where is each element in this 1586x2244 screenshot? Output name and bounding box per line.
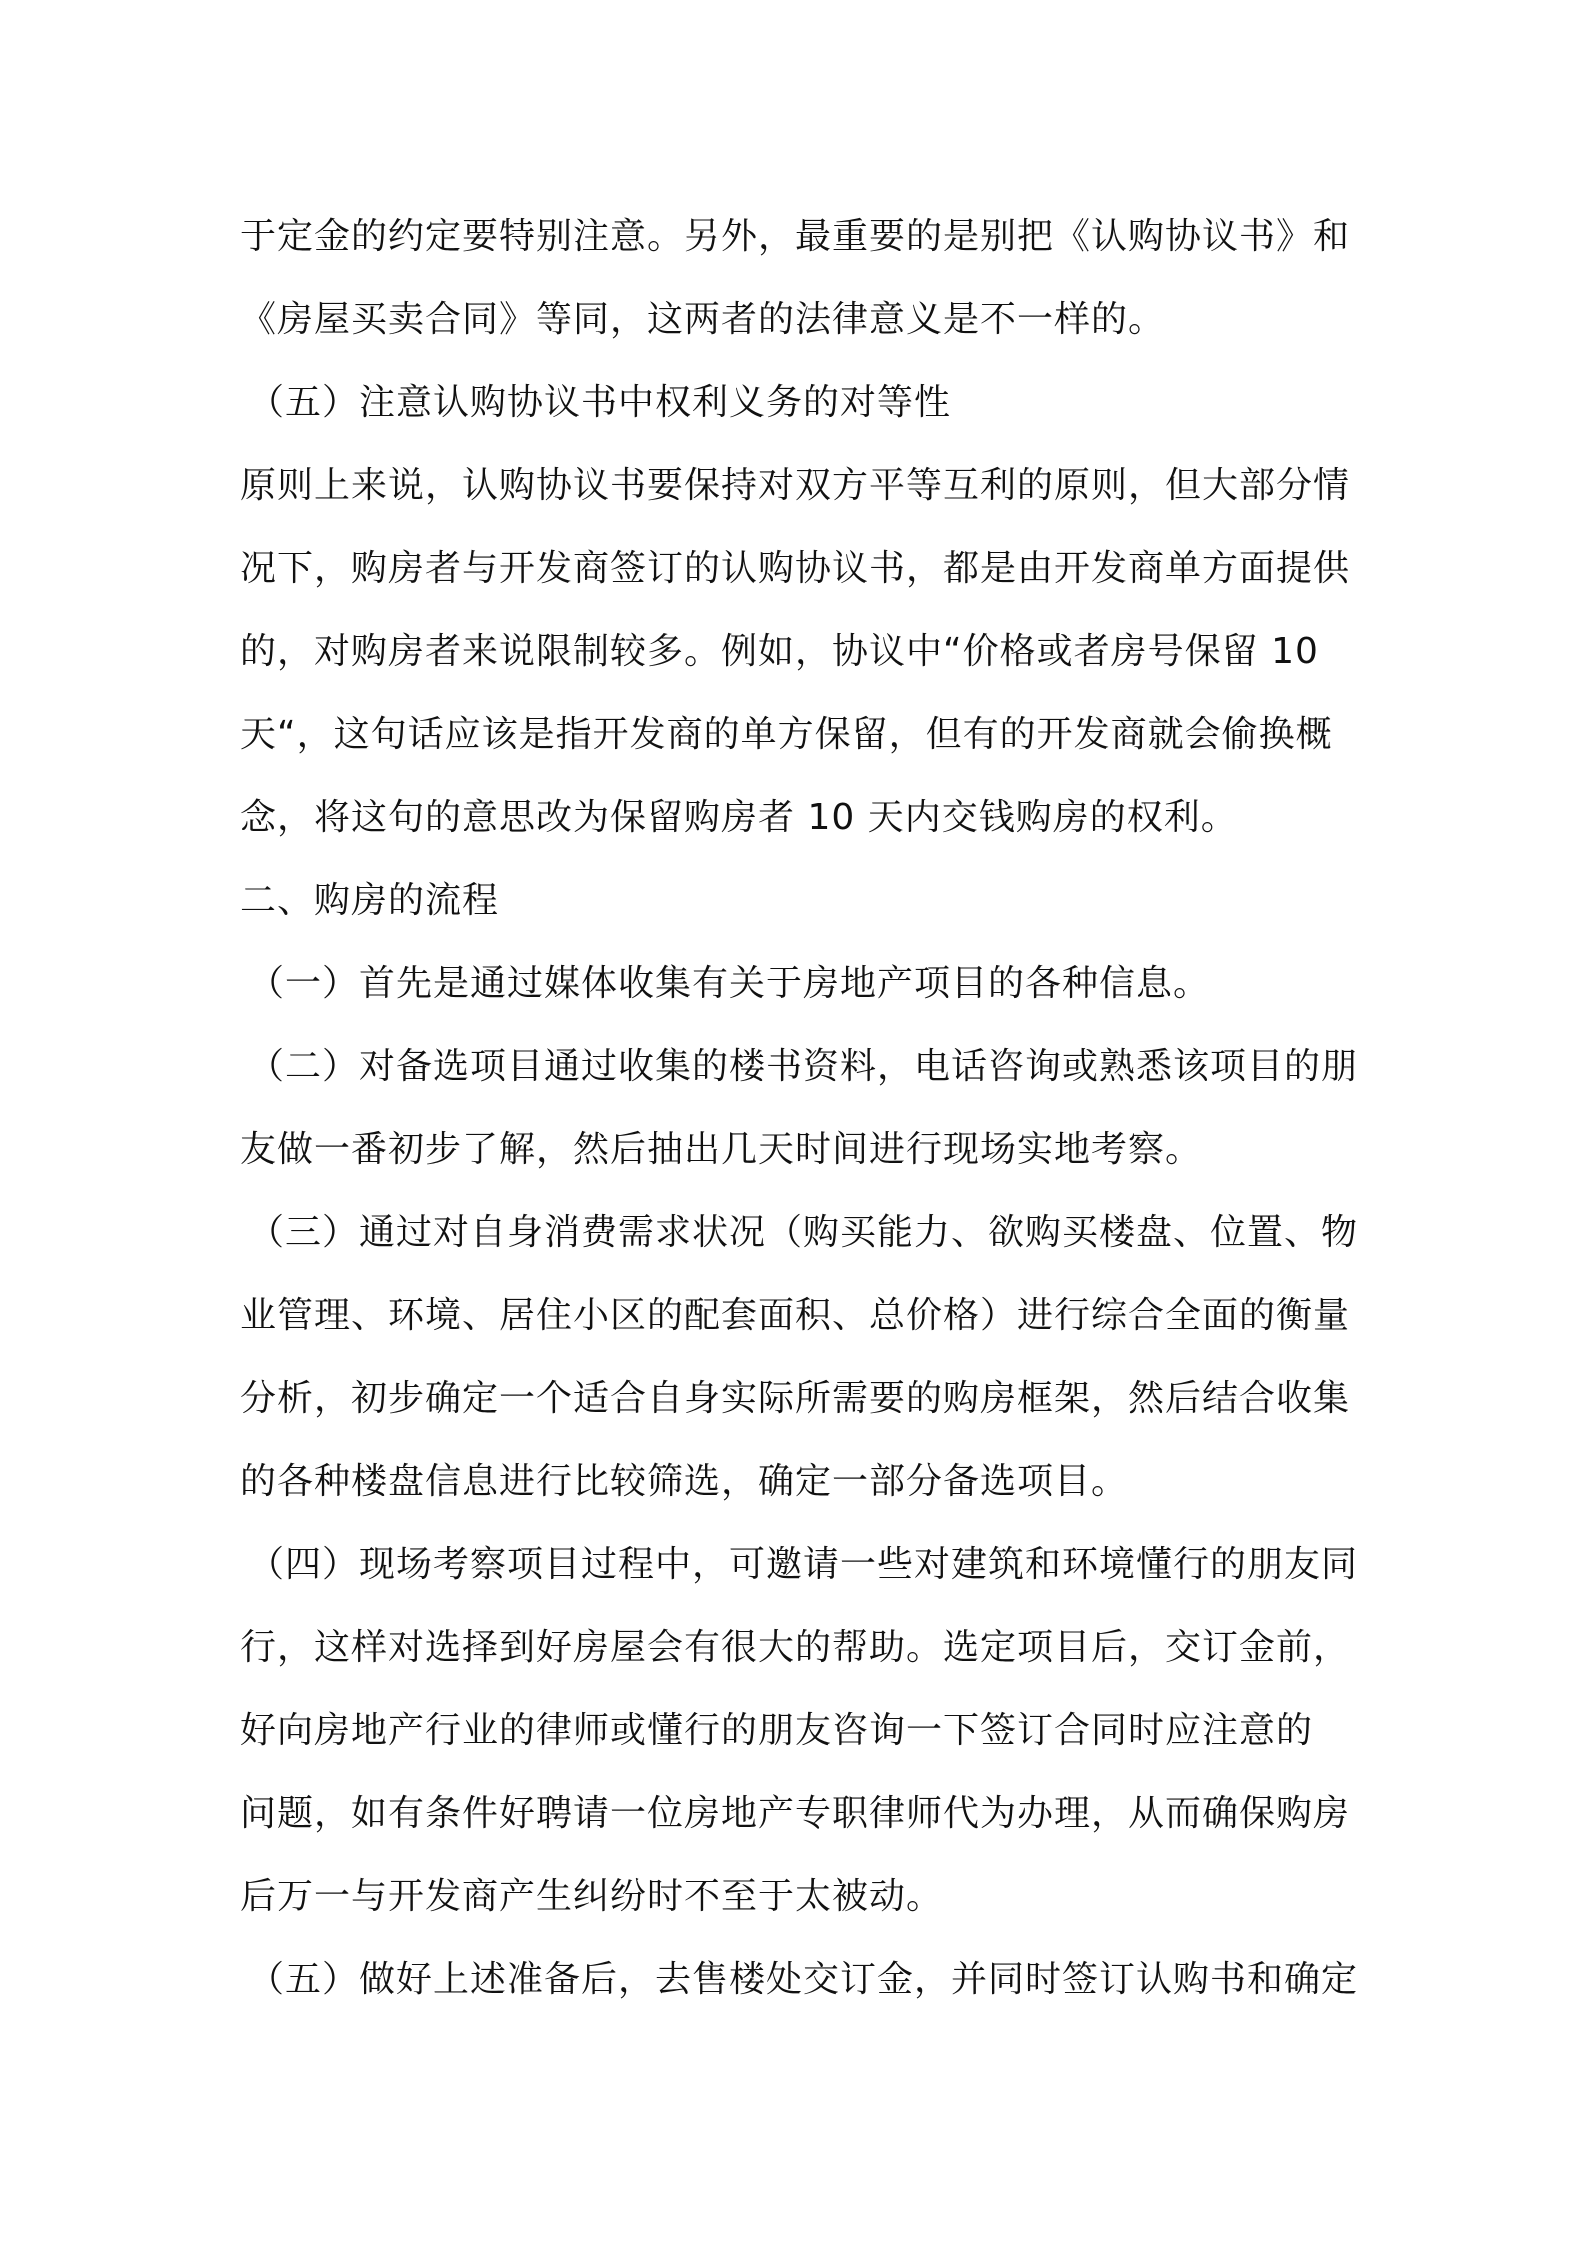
section-heading: 二、购房的流程 bbox=[240, 880, 500, 921]
list-item: （五）做好上述准备后，去售楼处交订金，并同时签订认购书和确定 bbox=[248, 1959, 1359, 2000]
text-line: 好向房地产行业的律师或懂行的朋友咨询一下签订合同时应注意的 bbox=[240, 1710, 1314, 1751]
text-line: 天“，这句话应该是指开发商的单方保留，但有的开发商就会偷换概 bbox=[240, 714, 1333, 755]
text-line: 况下，购房者与开发商签订的认购协议书，都是由开发商单方面提供 bbox=[240, 548, 1351, 589]
section-heading: （五）注意认购协议书中权利义务的对等性 bbox=[248, 382, 952, 423]
text-line: 于定金的约定要特别注意。另外，最重要的是别把《认购协议书》和 bbox=[240, 216, 1351, 257]
document-body bbox=[240, 195, 1360, 2021]
text-line: 问题，如有条件好聘请一位房地产专职律师代为办理，从而确保购房 bbox=[240, 1793, 1351, 1834]
text-line: 后万一与开发商产生纠纷时不至于太被动。 bbox=[240, 1876, 944, 1917]
text-line: 原则上来说，认购协议书要保持对双方平等互利的原则，但大部分情 bbox=[240, 465, 1351, 506]
list-item: （四）现场考察项目过程中，可邀请一些对建筑和环境懂行的朋友同 bbox=[248, 1544, 1359, 1585]
list-item: （三）通过对自身消费需求状况（购买能力、欲购买楼盘、位置、物 bbox=[248, 1212, 1359, 1253]
text-line: 的，对购房者来说限制较多。例如，协议中“价格或者房号保留 10 bbox=[240, 631, 1319, 672]
text-line: 的各种楼盘信息进行比较筛选，确定一部分备选项目。 bbox=[240, 1461, 1129, 1502]
text-line: 《房屋买卖合同》等同，这两者的法律意义是不一样的。 bbox=[240, 299, 1166, 340]
text-line: 念，将这句的意思改为保留购房者 10 天内交钱购房的权利。 bbox=[240, 797, 1238, 838]
text-line: 行，这样对选择到好房屋会有很大的帮助。选定项目后，交订金前， bbox=[240, 1627, 1351, 1668]
list-item: （二）对备选项目通过收集的楼书资料，电话咨询或熟悉该项目的朋 bbox=[248, 1046, 1359, 1087]
text-line: 友做一番初步了解，然后抽出几天时间进行现场实地考察。 bbox=[240, 1129, 1203, 1170]
text-line: 业管理、环境、居住小区的配套面积、总价格）进行综合全面的衡量 bbox=[240, 1295, 1351, 1336]
text-line: 分析，初步确定一个适合自身实际所需要的购房框架，然后结合收集 bbox=[240, 1378, 1351, 1419]
list-item: （一）首先是通过媒体收集有关于房地产项目的各种信息。 bbox=[248, 963, 1211, 1004]
